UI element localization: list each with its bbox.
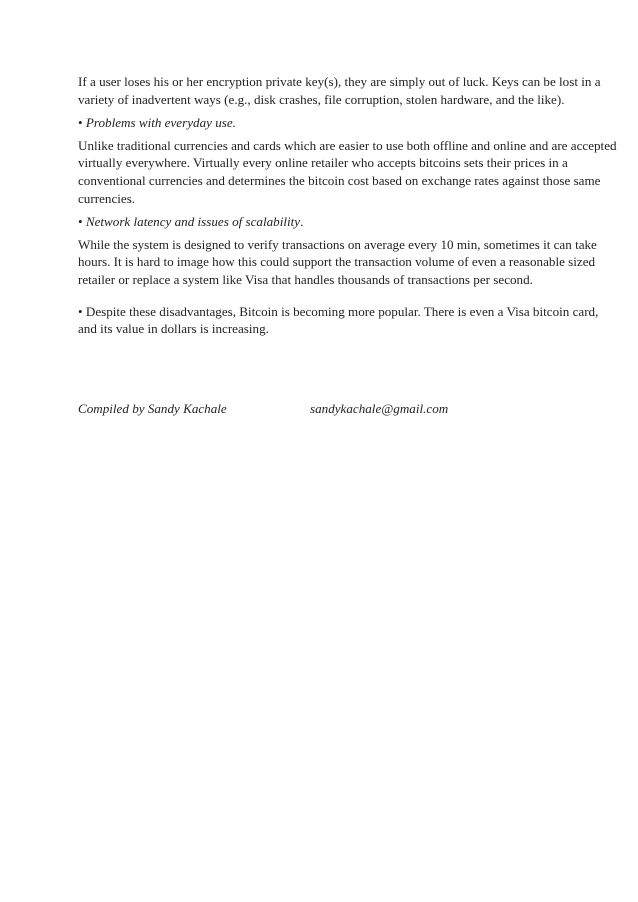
paragraph-popularity: • Despite these disadvantages, Bitcoin is becoming more popular. There is even a Visa bitcoin card, and its value in dollars is increasing. bbox=[78, 303, 599, 337]
compiled-by-credit: Compiled by Sandy Kachale bbox=[78, 401, 227, 416]
bullet-marker: • bbox=[78, 115, 83, 131]
paragraph-traditional-currencies: Unlike traditional currencies and cards which are easier to use both offline and online and are accepted virtually everywhere. Virtually every online retailer who accepts bitcoins sets their prices in a conventional currencies and determines the bitcoin cost based on exchange rates against those same currencies. bbox=[78, 137, 617, 206]
document-body bbox=[78, 73, 618, 344]
bullet-trailing-period: . bbox=[300, 214, 304, 230]
footer bbox=[78, 400, 598, 418]
bullet-network-latency-text: Network latency and issues of scalability bbox=[85, 214, 301, 230]
bullet-everyday-use-text: Problems with everyday use. bbox=[85, 115, 236, 131]
bullet-marker: • bbox=[78, 214, 83, 230]
bullet-network-latency bbox=[78, 213, 618, 231]
paragraph-private-key-loss: If a user loses his or her encryption private key(s), they are simply out of luck. Keys can be lost in a variety of inadvertent ways (e.g., disk crashes, file corruption, stolen hardware, and the like). bbox=[78, 74, 601, 107]
bullet-everyday-use bbox=[78, 114, 618, 132]
author-email: sandykachale@gmail.com bbox=[310, 401, 449, 416]
paragraph-verification-time: While the system is designed to verify transactions on average every 10 min, sometimes it can take hours. It is hard to image how this could support the transaction volume of even a reasonable sized retailer or replace a system like Visa that handles thousands of transactions per second. bbox=[78, 236, 597, 287]
